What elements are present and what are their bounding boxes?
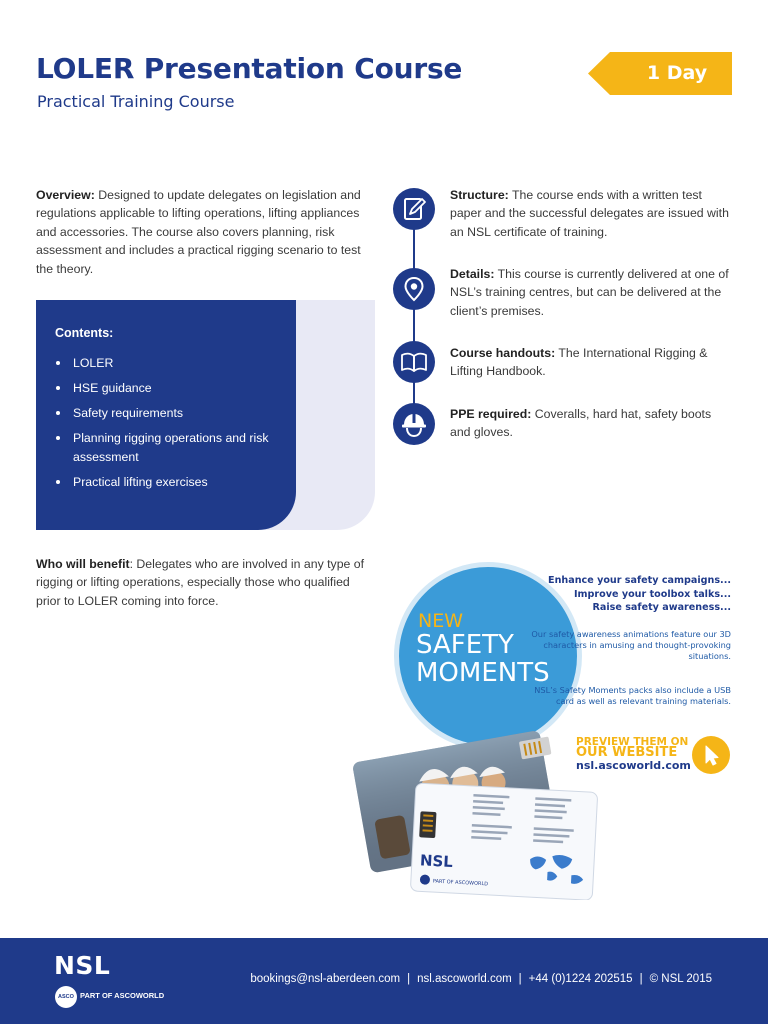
part-of-ascoworld-label: PART OF ASCOWORLD	[80, 991, 165, 1000]
asco-logo-icon: ASCO	[55, 986, 77, 1008]
card-tagline: PART OF ASCOWORLD	[432, 878, 489, 888]
timeline-line	[413, 206, 415, 421]
who-will-benefit-paragraph	[36, 555, 374, 610]
course-handouts-label: Course handouts:	[450, 346, 556, 360]
ppe-text: Coveralls, hard hat, safety boots and gloves.	[450, 407, 712, 440]
promo-website-line: OUR WEBSITE	[576, 745, 678, 760]
separator: |	[407, 973, 411, 985]
copyright: © NSL 2015	[649, 973, 712, 985]
who-will-benefit-text: : Delegates who are involved in any type of rigging or lifting operations, especially those who qualified prior to LOLER coming into force.	[36, 557, 365, 608]
nsl-logo: NSL	[54, 951, 111, 980]
promo-moments-label: MOMENTS	[416, 658, 550, 688]
promo-url-link[interactable]: nsl.ascoworld.com	[576, 759, 691, 772]
details-paragraph	[450, 265, 730, 320]
overview-text: Designed to update delegates on legislation and regulations applicable to lifting operations, lifting appliances and accessories. The course also covers planning, risk assessment and includes a practical rigging scenario to test the theory.	[36, 188, 361, 276]
location-pin-icon	[393, 268, 435, 310]
list-item: Planning rigging operations and risk assessment	[55, 429, 287, 466]
email-link[interactable]: bookings@nsl-aberdeen.com	[250, 973, 401, 985]
open-book-icon	[393, 341, 435, 383]
footer-contact-line	[250, 973, 712, 985]
list-item: HSE guidance	[55, 379, 287, 398]
list-item: Safety requirements	[55, 404, 287, 423]
page-subtitle: Practical Training Course	[37, 92, 235, 111]
promo-tagline-line: Improve your toolbox talks...	[573, 588, 731, 600]
details-text: This course is currently delivered at one of NSL’s training centres, but can be delivered at the client’s premises.	[450, 267, 729, 318]
overview-paragraph	[36, 186, 374, 278]
separator: |	[639, 973, 643, 985]
structure-text: The course ends with a written test paper and the successful delegates are issued with an NSL certificate of training.	[450, 188, 729, 239]
details-label: Details:	[450, 267, 495, 281]
promo-preview-line: PREVIEW THEM ON	[576, 736, 689, 748]
page-title: LOLER Presentation Course	[36, 52, 463, 85]
promo-tagline-line: Raise safety awareness...	[592, 602, 731, 613]
website-link[interactable]: nsl.ascoworld.com	[417, 973, 512, 985]
overview-label: Overview:	[36, 188, 95, 202]
list-item: LOLER	[55, 354, 287, 373]
list-item: Practical lifting exercises	[55, 473, 287, 492]
cursor-icon[interactable]	[692, 736, 730, 774]
promo-tagline	[548, 574, 731, 615]
promo-new-label: NEW	[418, 610, 464, 632]
structure-label: Structure:	[450, 188, 509, 202]
promo-tagline-line: Enhance your safety campaigns...	[548, 575, 731, 586]
contents-list	[55, 354, 287, 498]
edit-document-icon	[393, 188, 435, 230]
phone-number: +44 (0)1224 202515	[528, 973, 633, 985]
promo-description: Our safety awareness animations feature our 3D characters in amusing and thought-provoking situations.	[531, 629, 731, 661]
promo-safety-label: SAFETY	[416, 630, 514, 660]
ppe-paragraph	[450, 405, 730, 442]
course-handouts-text: The International Rigging & Lifting Handbook.	[450, 346, 708, 379]
contents-title: Contents:	[55, 326, 114, 340]
promo-description: NSL’s Safety Moments packs also include a USB card as well as relevant training materials.	[534, 685, 731, 706]
card-brand: NSL	[419, 851, 454, 872]
who-will-benefit-label: Who will benefit	[36, 557, 130, 571]
ppe-label: PPE required:	[450, 407, 532, 421]
separator: |	[518, 973, 522, 985]
usb-cards-illustration	[344, 705, 604, 900]
course-handouts-paragraph	[450, 344, 730, 381]
hard-hat-icon	[393, 403, 435, 445]
structure-paragraph	[450, 186, 730, 241]
duration-badge-label: 1 Day	[646, 62, 708, 84]
